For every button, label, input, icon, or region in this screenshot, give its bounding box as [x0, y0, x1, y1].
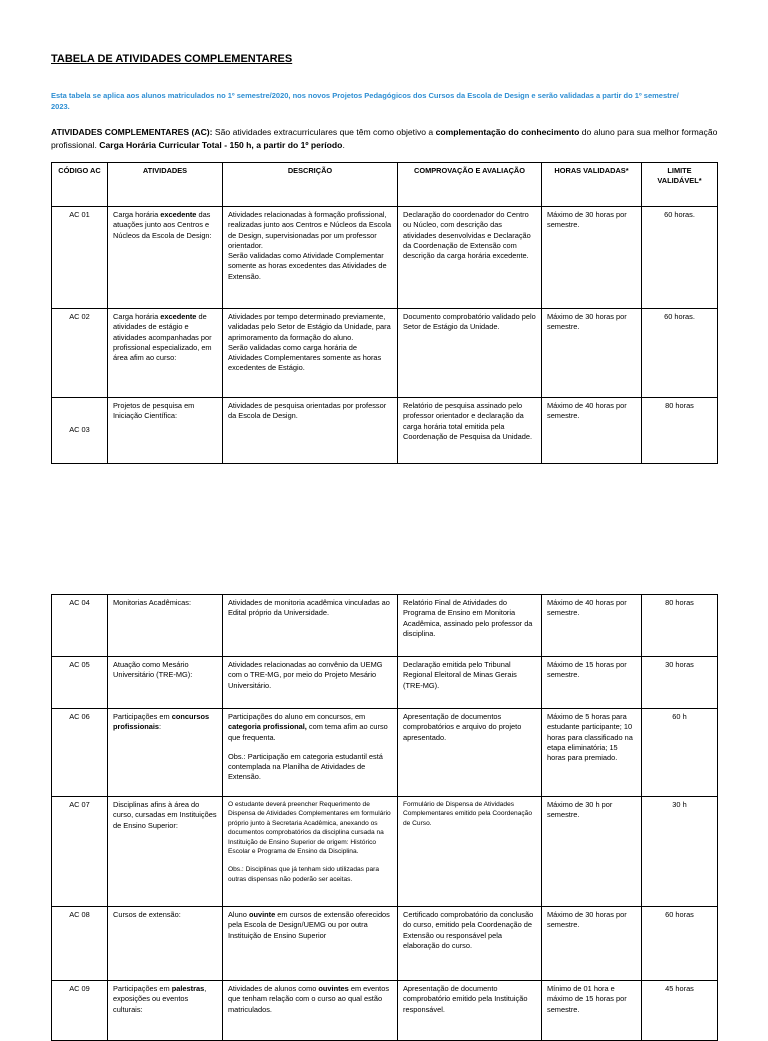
- intro-paragraph: [51, 126, 721, 152]
- header-activities: ATIVIDADES: [108, 163, 223, 207]
- activity-cell: Carga horária excedente de atividades de estágio e atividades acompanhadas por profissional especializado, em área afim ao curso:: [108, 309, 223, 398]
- code-cell: AC 05: [52, 657, 108, 709]
- proof-cell: Documento comprobatório validado pelo Setor de Estágio da Unidade.: [398, 309, 542, 398]
- limit-cell: 30 horas: [642, 657, 718, 709]
- limit-cell: 60 horas.: [642, 207, 718, 309]
- description-cell: Atividades de pesquisa orientadas por professor da Escola de Design.: [223, 398, 398, 464]
- hours-cell: Máximo de 40 horas por semestre.: [542, 595, 642, 657]
- activity-cell: Cursos de extensão:: [108, 907, 223, 981]
- hours-cell: Máximo de 30 horas por semestre.: [542, 907, 642, 981]
- description-cell: Atividades de alunos como ouvintes em eventos que tenham relação com o curso ao qual estão matriculados.: [223, 981, 398, 1041]
- table-row-ac03: [52, 398, 718, 464]
- header-hours: HORAS VALIDADAS*: [542, 163, 642, 207]
- table-row-ac09: [52, 981, 718, 1041]
- description-cell: Aluno ouvinte em cursos de extensão oferecidos pela Escola de Design/UEMG ou por outra Instituição de Ensino Superior: [223, 907, 398, 981]
- proof-cell: Relatório de pesquisa assinado pelo professor orientador e declaração da carga horária total emitida pela Coordenação de Pesquisa da Unidade.: [398, 398, 542, 464]
- limit-cell: 30 h: [642, 797, 718, 907]
- page-title: TABELA DE ATIVIDADES COMPLEMENTARES: [51, 53, 293, 65]
- code-cell: AC 07: [52, 797, 108, 907]
- activity-cell: Participações em concursos profissionais:: [108, 709, 223, 797]
- description-cell: O estudante deverá preencher Requerimento de Dispensa de Atividades Complementares em formulário próprio junto à Secretaria Acadêmica, anexando os documentos comprobatórios da disciplina cursada na Instituição de Ensino Superior de origem: Histórico Escolar e Programa de Ensino da Disciplina. Obs.: Disciplinas que já tenham sido utilizadas para outras dispensas não poderão ser aceitas.: [223, 797, 398, 907]
- table-header-row: [52, 163, 718, 207]
- limit-cell: 60 h: [642, 709, 718, 797]
- intro-text: .: [342, 140, 345, 150]
- limit-cell: 60 horas: [642, 907, 718, 981]
- hours-cell: Mínimo de 01 hora e máximo de 15 horas por semestre.: [542, 981, 642, 1041]
- table-row-ac07: [52, 797, 718, 907]
- code-cell: AC 03: [52, 398, 108, 464]
- applicability-notice: Esta tabela se aplica aos alunos matriculados no 1º semestre/2020, nos novos Projetos Pedagógicos dos Cursos da Escola de Design e serão validadas a partir do 1º semestre/ 2023.: [51, 91, 679, 111]
- proof-cell: Certificado comprobatório da conclusão do curso, emitido pela Coordenação de Extensão ou responsável pela elaboração do curso.: [398, 907, 542, 981]
- hours-cell: Máximo de 40 horas por semestre.: [542, 398, 642, 464]
- code-cell: AC 01: [52, 207, 108, 309]
- description-cell: Atividades de monitoria acadêmica vinculadas ao Edital próprio da Universidade.: [223, 595, 398, 657]
- activity-cell: Atuação como Mesário Universitário (TRE-MG):: [108, 657, 223, 709]
- code-cell: AC 09: [52, 981, 108, 1041]
- code-cell: AC 06: [52, 709, 108, 797]
- intro-emphasis: complementação do conhecimento: [435, 127, 580, 137]
- table-row-ac02: [52, 309, 718, 398]
- activity-cell: Projetos de pesquisa em Iniciação Científica:: [108, 398, 223, 464]
- limit-cell: 80 horas: [642, 595, 718, 657]
- header-limit: LIMITE VALIDÁVEL*: [642, 163, 718, 207]
- code-cell: AC 04: [52, 595, 108, 657]
- activities-table-part-1: [51, 162, 718, 464]
- hours-cell: Máximo de 30 h por semestre.: [542, 797, 642, 907]
- hours-cell: Máximo de 5 horas para estudante participante; 10 horas para classificado na etapa eliminatória; 15 horas para premiado.: [542, 709, 642, 797]
- table-row-ac01: [52, 207, 718, 309]
- activity-cell: Monitorias Acadêmicas:: [108, 595, 223, 657]
- intro-text: São atividades extracurriculares que têm como objetivo a: [212, 127, 436, 137]
- code-cell: AC 08: [52, 907, 108, 981]
- hours-cell: Máximo de 30 horas por semestre.: [542, 207, 642, 309]
- limit-cell: 80 horas: [642, 398, 718, 464]
- description-cell: Atividades por tempo determinado previamente, validadas pelo Setor de Estágio da Unidade, para aprimoramento da formação do aluno. Serão validadas como carga horária de Atividades Complementares somente as horas excedentes de Estágio.: [223, 309, 398, 398]
- table-row-ac06: [52, 709, 718, 797]
- proof-cell: Declaração do coordenador do Centro ou Núcleo, com descrição das atividades desenvolvidas e Declaração da Coordenação de Extensão com descrição da carga horária excedente.: [398, 207, 542, 309]
- proof-cell: Apresentação de documento comprobatório emitido pela Instituição responsável.: [398, 981, 542, 1041]
- proof-cell: Declaração emitida pelo Tribunal Regional Eleitoral de Minas Gerais (TRE-MG).: [398, 657, 542, 709]
- table-row-ac04: [52, 595, 718, 657]
- proof-cell: Apresentação de documentos comprobatórios e arquivo do projeto apresentado.: [398, 709, 542, 797]
- table-row-ac08: [52, 907, 718, 981]
- intro-text: do aluno para sua melhor formação profissional.: [51, 127, 718, 150]
- total-hours-note: Carga Horária Curricular Total - 150 h, a partir do 1º período: [99, 140, 343, 150]
- limit-cell: 45 horas: [642, 981, 718, 1041]
- description-cell: Participações do aluno em concursos, em categoria profissional, com tema afim ao curso que frequenta. Obs.: Participação em categoria estudantil está contemplada na Planilha de Atividades de Extensão.: [223, 709, 398, 797]
- activity-cell: Participações em palestras, exposições ou eventos culturais:: [108, 981, 223, 1041]
- limit-cell: 60 horas.: [642, 309, 718, 398]
- header-code: CÓDIGO AC: [52, 163, 108, 207]
- activity-cell: Disciplinas afins à área do curso, cursadas em Instituições de Ensino Superior:: [108, 797, 223, 907]
- proof-cell: Relatório Final de Atividades do Programa de Ensino em Monitoria Acadêmica, assinado pelo professor da disciplina.: [398, 595, 542, 657]
- hours-cell: Máximo de 30 horas por semestre.: [542, 309, 642, 398]
- proof-cell: Formulário de Dispensa de Atividades Complementares emitido pela Coordenação de Curso.: [398, 797, 542, 907]
- activity-cell: Carga horária excedente das atuações junto aos Centros e Núcleos da Escola de Design:: [108, 207, 223, 309]
- code-cell: AC 02: [52, 309, 108, 398]
- description-cell: Atividades relacionadas à formação profissional, realizadas junto aos Centros e Núcleos da Escola de Design, supervisionadas por um professor orientador. Serão validadas como Atividade Complementar somente as horas excedentes das Atividades de Extensão.: [223, 207, 398, 309]
- activities-table-part-2: [51, 594, 718, 1041]
- hours-cell: Máximo de 15 horas por semestre.: [542, 657, 642, 709]
- intro-lead: ATIVIDADES COMPLEMENTARES (AC):: [51, 127, 213, 137]
- table-row-ac05: [52, 657, 718, 709]
- description-cell: Atividades relacionadas ao convênio da UEMG com o TRE-MG, por meio do Projeto Mesário Universitário.: [223, 657, 398, 709]
- header-description: DESCRIÇÃO: [223, 163, 398, 207]
- header-proof: COMPROVAÇÃO E AVALIAÇÃO: [398, 163, 542, 207]
